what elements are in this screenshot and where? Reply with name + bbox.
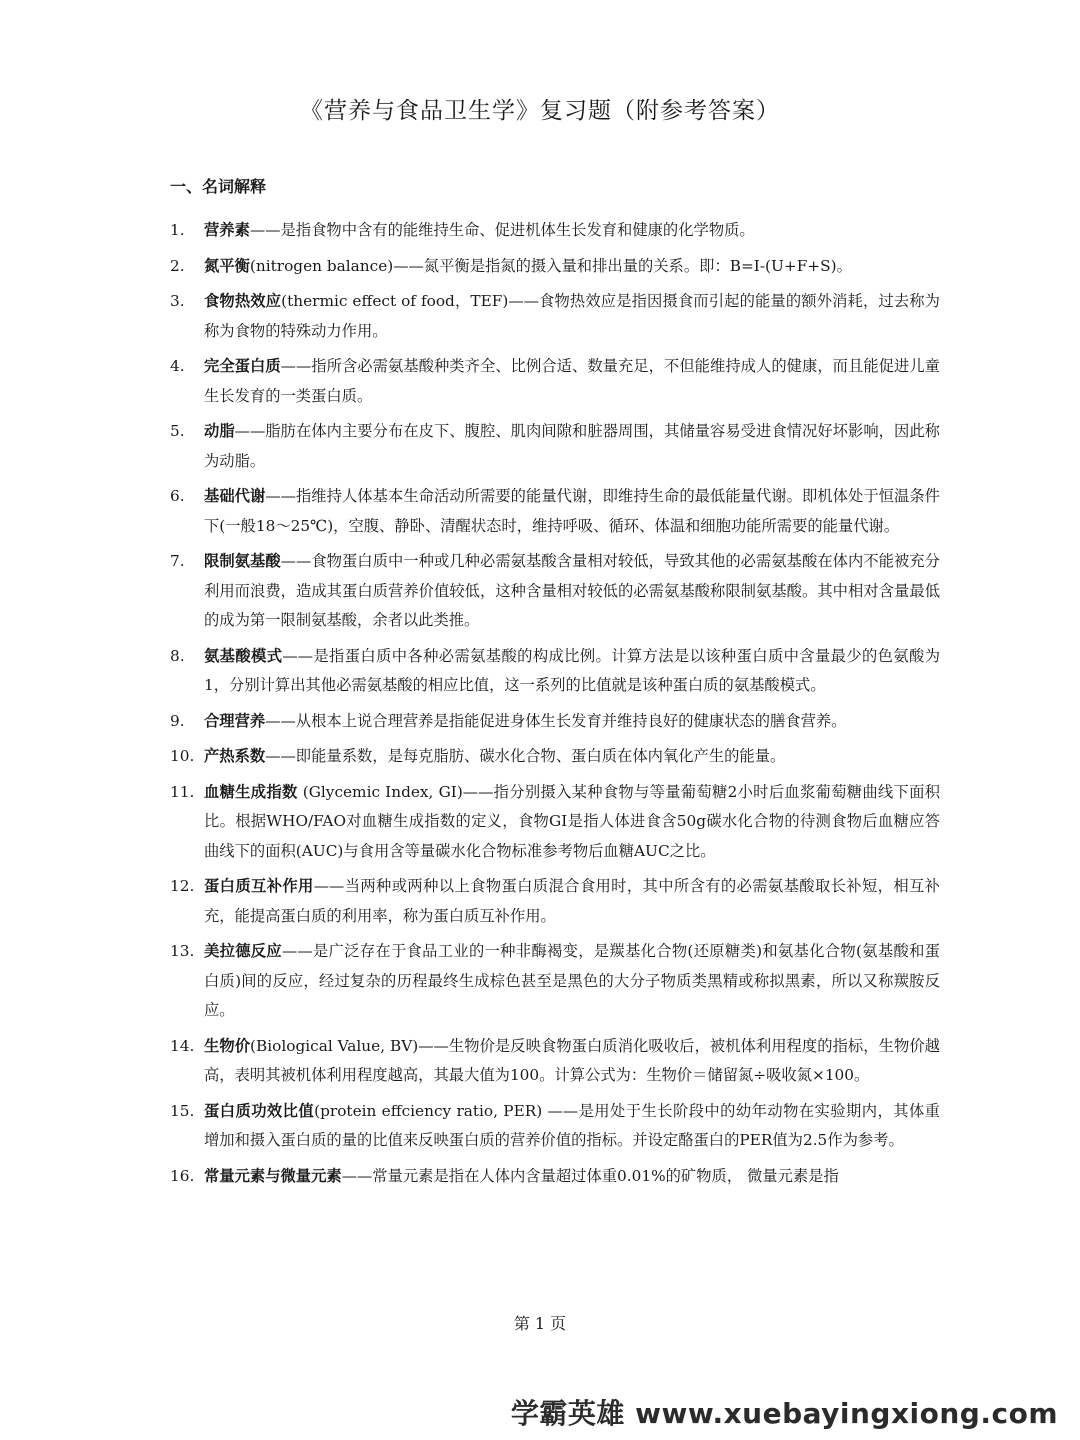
item-definition: (protein effciency ratio, PER) ——是用处于生长阶段中的幼年动物在实验期内，其体重增加和摄入蛋白质的量的比值来反映蛋白质的营养价值的指标。并设定酪蛋白的PER值为2.5作为参考。 — [204, 1101, 940, 1149]
list-item — [170, 778, 940, 867]
list-item — [170, 417, 940, 476]
item-number: 9. — [170, 711, 185, 730]
item-body — [204, 872, 940, 931]
item-body — [204, 547, 940, 636]
item-term: 血糖生成指数 — [204, 782, 298, 801]
page-number: 第 1 页 — [513, 1314, 567, 1333]
item-number: 15. — [170, 1101, 195, 1120]
list-item — [170, 547, 940, 636]
item-body — [204, 742, 940, 772]
list-item — [170, 937, 940, 1026]
list-item — [170, 216, 940, 246]
watermark: 学霸英雄 www.xuebayingxiong.com — [510, 1397, 1058, 1430]
document-title: 《营养与食品卫生学》复习题（附参考答案） — [300, 98, 780, 124]
item-term: 氮平衡 — [204, 256, 250, 275]
item-number: 10. — [170, 747, 195, 765]
item-term: 动脂 — [204, 422, 235, 440]
item-number: 13. — [170, 942, 195, 960]
item-body — [204, 707, 940, 737]
list-item — [170, 287, 940, 346]
list-item — [170, 1097, 940, 1156]
item-body — [204, 287, 940, 346]
item-term: 产热系数 — [204, 747, 266, 765]
item-term: 氨基酸模式 — [204, 646, 283, 665]
item-definition: ——是指食物中含有的能维持生命、促进机体生长发育和健康的化学物质。 — [249, 221, 755, 239]
item-term: 美拉德反应 — [204, 942, 283, 960]
list-item — [170, 252, 940, 282]
item-body — [204, 216, 940, 246]
item-body — [204, 482, 940, 541]
list-item — [170, 642, 940, 701]
list-item — [170, 352, 940, 411]
item-body — [204, 1162, 940, 1192]
item-number: 6. — [170, 487, 185, 505]
list-item — [170, 742, 940, 772]
item-definition: ——是广泛存在于食品工业的一种非酶褐变，是羰基化合物(还原糖类)和氨基化合物(氨基酸和蛋白质)间的反应，经过复杂的历程最终生成棕色甚至是黑色的大分子物质类黑精或称拟黑素，所以又称羰胺反应。 — [204, 942, 940, 1019]
item-definition: ——即能量系数，是每克脂肪、碳水化合物、蛋白质在体内氧化产生的能量。 — [265, 747, 786, 765]
item-term: 蛋白质功效比值 — [204, 1101, 315, 1120]
item-number: 11. — [170, 782, 195, 801]
item-definition: ——食物蛋白质中一种或几种必需氨基酸含量相对较低，导致其他的必需氨基酸在体内不能被充分利用而浪费，造成其蛋白质营养价值较低，这种含量相对较低的必需氨基酸称限制氨基酸。其中相对含量最低的成为第一限制氨基酸，余者以此类推。 — [204, 552, 940, 629]
item-term: 完全蛋白质 — [204, 357, 281, 375]
item-term: 常量元素与微量元素 — [204, 1166, 342, 1185]
list-item — [170, 707, 940, 737]
item-number: 16. — [170, 1166, 195, 1185]
item-definition: ——常量元素是指在人体内含量超过体重0.01%的矿物质， 微量元素是指 — [341, 1166, 839, 1185]
list-item — [170, 482, 940, 541]
item-body — [204, 252, 940, 282]
item-body — [204, 1032, 940, 1091]
item-term: 蛋白质互补作用 — [204, 877, 314, 895]
item-number: 14. — [170, 1036, 195, 1055]
item-body — [204, 642, 940, 701]
item-number: 2. — [170, 256, 185, 275]
item-definition: ——指所含必需氨基酸种类齐全、比例合适、数量充足，不但能维持成人的健康，而且能促进儿童生长发育的一类蛋白质。 — [204, 357, 940, 405]
list-item — [170, 1032, 940, 1091]
item-definition: ——从根本上说合理营养是指能促进身体生长发育并维持良好的健康状态的膳食营养。 — [265, 711, 847, 730]
item-body — [204, 352, 940, 411]
item-body — [204, 778, 940, 867]
item-body — [204, 1097, 940, 1156]
item-definition: (Biological Value, BV)——生物价是反映食物蛋白质消化吸收后，被机体利用程度的指标，生物价越高，表明其被机体利用程度越高，其最大值为100。计算公式为：生物价＝储留氮÷吸收氮×100。 — [204, 1036, 940, 1084]
item-number: 12. — [170, 877, 195, 895]
item-term: 合理营养 — [204, 711, 266, 730]
item-number: 3. — [170, 292, 185, 310]
item-number: 1. — [170, 221, 185, 239]
item-number: 8. — [170, 646, 185, 665]
item-number: 7. — [170, 552, 185, 570]
item-definition: ——是指蛋白质中各种必需氨基酸的构成比例。计算方法是以该种蛋白质中含量最少的色氨酸为1，分别计算出其他必需氨基酸的相应比值，这一系列的比值就是该种蛋白质的氨基酸模式。 — [204, 646, 940, 694]
section-heading: 一、名词解释 — [170, 177, 267, 196]
list-item — [170, 1162, 940, 1192]
item-term: 基础代谢 — [204, 487, 266, 505]
item-body — [204, 417, 940, 476]
item-definition: ——指维持人体基本生命活动所需要的能量代谢，即维持生命的最低能量代谢。即机体处于恒温条件下(一般18～25℃)，空腹、静卧、清醒状态时，维持呼吸、循环、体温和细胞功能所需要的能量代谢。 — [204, 487, 940, 535]
item-term: 限制氨基酸 — [204, 552, 281, 570]
item-number: 4. — [170, 357, 185, 375]
item-definition: (Glycemic Index, GI)——指分别摄入某种食物与等量葡萄糖2小时后血浆葡萄糖曲线下面积比。根据WHO/FAO对血糖生成指数的定义，食物GI是指人体进食含50g碳水化合物的待测食物后血糖应答曲线下的面积(AUC)与食用含等量碳水化合物标准参考物后血糖AUC之比。 — [204, 782, 940, 860]
item-term: 食物热效应 — [204, 292, 282, 310]
item-definition: (thermic effect of food，TEF)——食物热效应是指因摄食而引起的能量的额外消耗，过去称为称为食物的特殊动力作用。 — [204, 292, 940, 340]
item-term: 生物价 — [204, 1036, 251, 1055]
item-term: 营养素 — [204, 221, 250, 239]
item-definition: ——脂肪在体内主要分布在皮下、腹腔、肌肉间隙和脏器周围，其储量容易受进食情况好坏影响，因此称为动脂。 — [204, 422, 940, 470]
item-definition: ——当两种或两种以上食物蛋白质混合食用时，其中所含有的必需氨基酸取长补短，相互补充，能提高蛋白质的利用率，称为蛋白质互补作用。 — [204, 877, 940, 925]
item-body — [204, 937, 940, 1026]
list-item — [170, 872, 940, 931]
item-definition: (nitrogen balance)——氮平衡是指氮的摄入量和排出量的关系。即：B=I-(U+F+S)。 — [249, 256, 852, 275]
item-number: 5. — [170, 422, 185, 440]
term-list — [170, 216, 940, 1197]
